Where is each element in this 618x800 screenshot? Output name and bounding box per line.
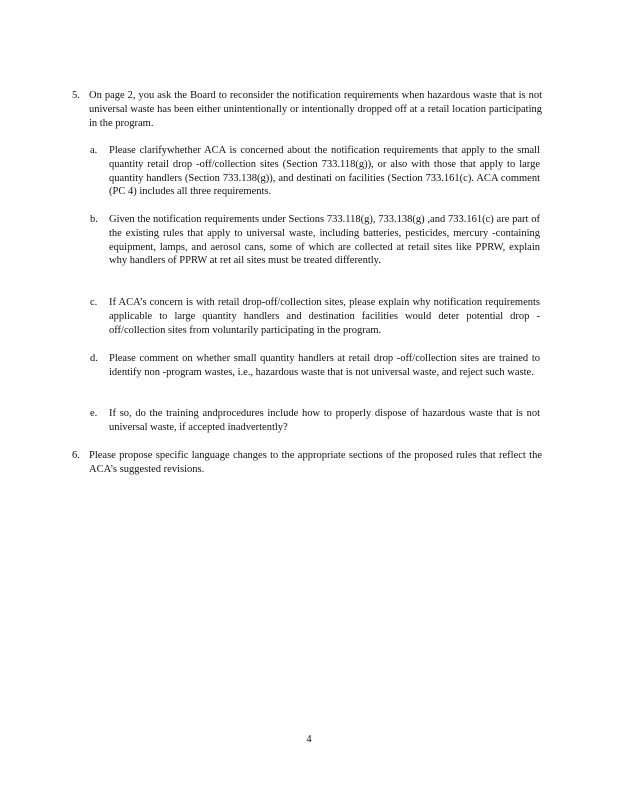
question-5 (72, 89, 542, 130)
subquestion-letter: d. (90, 353, 98, 364)
subquestion-5b (90, 213, 540, 268)
subquestion-text: If ACA’s concern is with retail drop-off/collection sites, please explain why notification requirements applicable to large quantity handlers and destination facilities would deter potential drop -off/collection sites from voluntarily participating in the program. (109, 297, 540, 336)
subquestion-text: Given the notification requirements under Sections 733.118(g), 733.138(g) ,and 733.161(c) are part of the existing rules that apply to universal waste, including batteries, pesticides, mercury -containing equipment, lamps, and aerosol cans, some of which are collected at retail sites like PPRW, explain why handlers of PPRW at ret ail sites must be treated differently. (109, 214, 540, 267)
subquestion-text: Please clarifywhether ACA is concerned about the notification requirements that apply to the small quantity retail drop -off/collection sites (Section 733.118(g)), or also with those that apply to large quantity handlers (Section 733.138(g)), and destinati on facilities (Section 733.161(c). ACA comment (PC 4) includes all three requirements. (109, 145, 540, 198)
question-number: 5. (72, 90, 80, 101)
question-6 (72, 449, 542, 477)
subquestion-letter: e. (90, 408, 98, 419)
subquestion-text: Please comment on whether small quantity handlers at retail drop -off/collection sites are trained to identify non -program wastes, i.e., hazardous waste that is not universal waste, and reject such waste. (109, 353, 540, 378)
question-text: Please propose specific language changes to the appropriate sections of the proposed rules that reflect the ACA’s suggested revisions. (89, 450, 542, 475)
subquestion-5d (90, 352, 540, 380)
subquestion-letter: b. (90, 214, 98, 225)
subquestion-text: If so, do the training andprocedures include how to properly dispose of hazardous waste that is not universal waste, if accepted inadvertently? (109, 408, 540, 433)
subquestion-letter: c. (90, 297, 98, 308)
subquestion-5e (90, 407, 540, 435)
subquestion-letter: a. (90, 145, 98, 156)
subquestion-5c (90, 296, 540, 337)
question-number: 6. (72, 450, 80, 461)
question-text: On page 2, you ask the Board to reconsider the notification requirements when hazardous waste that is not universal waste has been either unintentionally or intentionally dropped off at a retail location participating in the program. (89, 90, 542, 129)
page-number: 4 (306, 734, 312, 745)
subquestion-5a (90, 144, 540, 199)
